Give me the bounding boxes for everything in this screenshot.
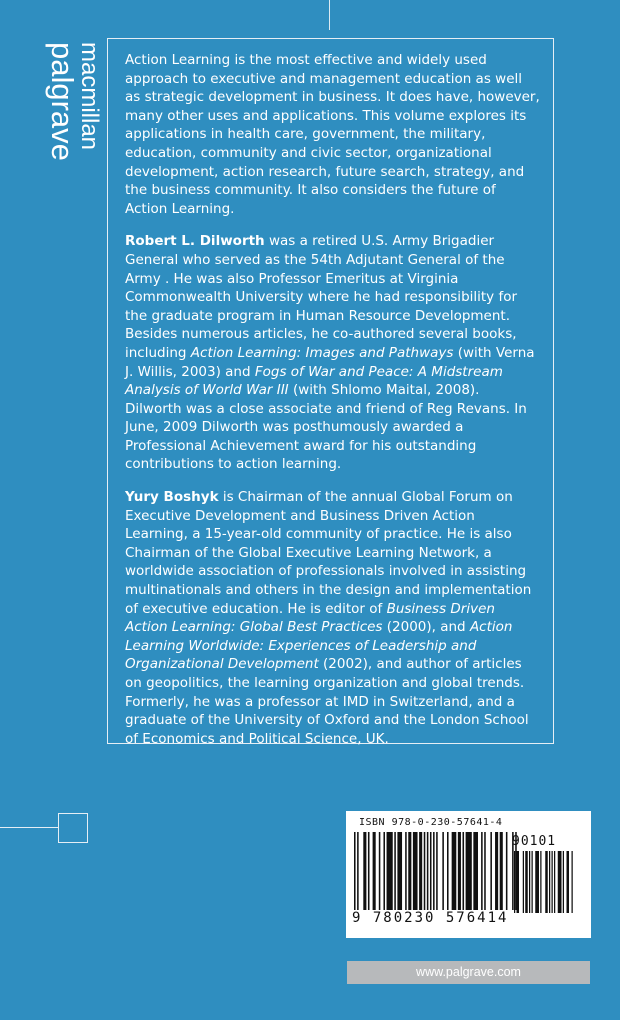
author-bio-boshyk: Yury Boshyk is Chairman of the annual Global Forum on Executive Development and Business Driven Action Learning, a 15-year-old community of practice. He is also Chairman of the Global Executive Learning Network, a worldwide association of professionals involved in assisting multinationals and others in the design and implementation of executive education. He is editor of Business Driven Action Learning: Global Best Practices (2000), and Action Learning Worldwide: Experiences of Leadership and Organizational Development (2002), and author of articles on geopolitics, the learning organization and global trends. Formerly, he was a professor at IMD in Switzerland, and a graduate of the University of Oxford and the London School of Economics and Political Science, UK.: [125, 489, 532, 747]
top-divider-line: [329, 0, 330, 30]
barcode-bar: [368, 832, 370, 910]
decorative-line: [0, 827, 58, 828]
barcode-bar: [529, 851, 530, 913]
barcode-bar: [447, 832, 449, 910]
barcode-bar: [442, 832, 444, 910]
barcode-bar: [572, 851, 573, 913]
barcode-bar: [490, 832, 492, 910]
barcode-bar: [430, 832, 432, 910]
publisher-name-line1: palgrave: [45, 42, 80, 161]
barcode-bar: [495, 832, 498, 910]
publisher-name-line2: macmillan: [76, 42, 103, 151]
barcode-bar: [463, 832, 465, 910]
barcode-bar: [545, 851, 548, 913]
price-addon-barcode: [514, 851, 576, 915]
barcode-bar: [408, 832, 411, 910]
barcode-bar: [535, 851, 539, 913]
author-name: Robert L. Dilworth: [125, 233, 265, 250]
barcode-bar: [466, 832, 472, 910]
barcode-bar: [554, 851, 555, 913]
barcode-bar: [387, 832, 393, 910]
barcode-bar: [413, 832, 418, 910]
barcode-bar: [525, 851, 528, 913]
barcode-bar: [532, 851, 533, 913]
barcode-bar: [427, 832, 429, 910]
barcode-bar: [523, 851, 524, 913]
book-title: Business Driven Action Learning: Global Best Practices: [125, 600, 495, 636]
book-title: Action Learning: Images and Pathways: [190, 344, 454, 361]
book-title: Action Learning Worldwide: Experiences of Leadership and Organizational Development: [125, 619, 513, 673]
ean-barcode: [354, 832, 514, 912]
barcode-bar: [549, 851, 550, 913]
barcode-bar: [452, 832, 457, 910]
barcode-bar: [484, 832, 486, 910]
barcode-bar: [383, 832, 385, 910]
barcode-bar: [473, 832, 478, 910]
author-bio-dilworth: Robert L. Dilworth was a retired U.S. Army Brigadier General who served as the 54th Adjutant General of the Army . He was also Professor Emeritus at Virginia Commonwealth University where he had responsibility for the graduate program in Human Resource Development. Besides numerous articles, he co-authored several books, including Action Learning: Images and Pathways (with Verna J. Willis, 2003) and Fogs of War and Peace: A Midstream Analysis of World War III (with Shlomo Maital, 2008). Dilworth was a close associate and friend of Reg Revans. In June, 2009 Dilworth was posthumously awarded a Professional Achievement award for his outstanding contributions to action learning.: [125, 233, 535, 473]
barcode-bar: [379, 832, 381, 910]
barcode-bar: [357, 832, 359, 910]
publisher-logo: [45, 42, 103, 192]
barcode-panel: [346, 811, 591, 938]
price-code: 90101: [512, 834, 557, 849]
barcode-bar: [405, 832, 407, 910]
barcode-bar: [506, 832, 508, 910]
barcode-bar: [558, 851, 562, 913]
barcode-bar: [481, 832, 483, 910]
barcode-bar: [567, 851, 570, 913]
barcode-bar: [397, 832, 402, 910]
barcode-bar: [500, 832, 503, 910]
barcode-bar: [419, 832, 422, 910]
barcode-bar: [354, 832, 356, 910]
book-description: Action Learning is the most effective and widely used approach to executive and management education as well as strategic development in business. It does have, however, many other uses and applications. This volume explores its applications in health care, government, the military, education, community and civic sector, organizational development, action research, future search, strategy, and the business community. It also considers the future of Action Learning.: [125, 52, 540, 217]
author-name: Yury Boshyk: [125, 489, 219, 506]
barcode-bar: [514, 851, 515, 913]
barcode-bar: [436, 832, 438, 910]
barcode-bar: [363, 832, 366, 910]
barcode-bar: [540, 851, 541, 913]
barcode-bar: [552, 851, 553, 913]
barcode-bar: [458, 832, 461, 910]
website-bar[interactable]: [347, 961, 590, 984]
barcode-bar: [433, 832, 435, 910]
barcode-bar: [563, 851, 564, 913]
isbn-label: ISBN 978-0-230-57641-4: [359, 817, 503, 828]
barcode-bar: [424, 832, 426, 910]
barcode-bar: [394, 832, 396, 910]
ean-digits: 9 780230 576414: [352, 910, 509, 926]
decorative-square: [58, 813, 88, 843]
barcode-bar: [517, 851, 520, 913]
barcode-bar: [373, 832, 376, 910]
book-title: Fogs of War and Peace: A Midstream Analysis of World War III: [125, 363, 503, 399]
website-link[interactable]: www.palgrave.com: [416, 965, 521, 979]
back-cover-blurb: [107, 38, 554, 747]
